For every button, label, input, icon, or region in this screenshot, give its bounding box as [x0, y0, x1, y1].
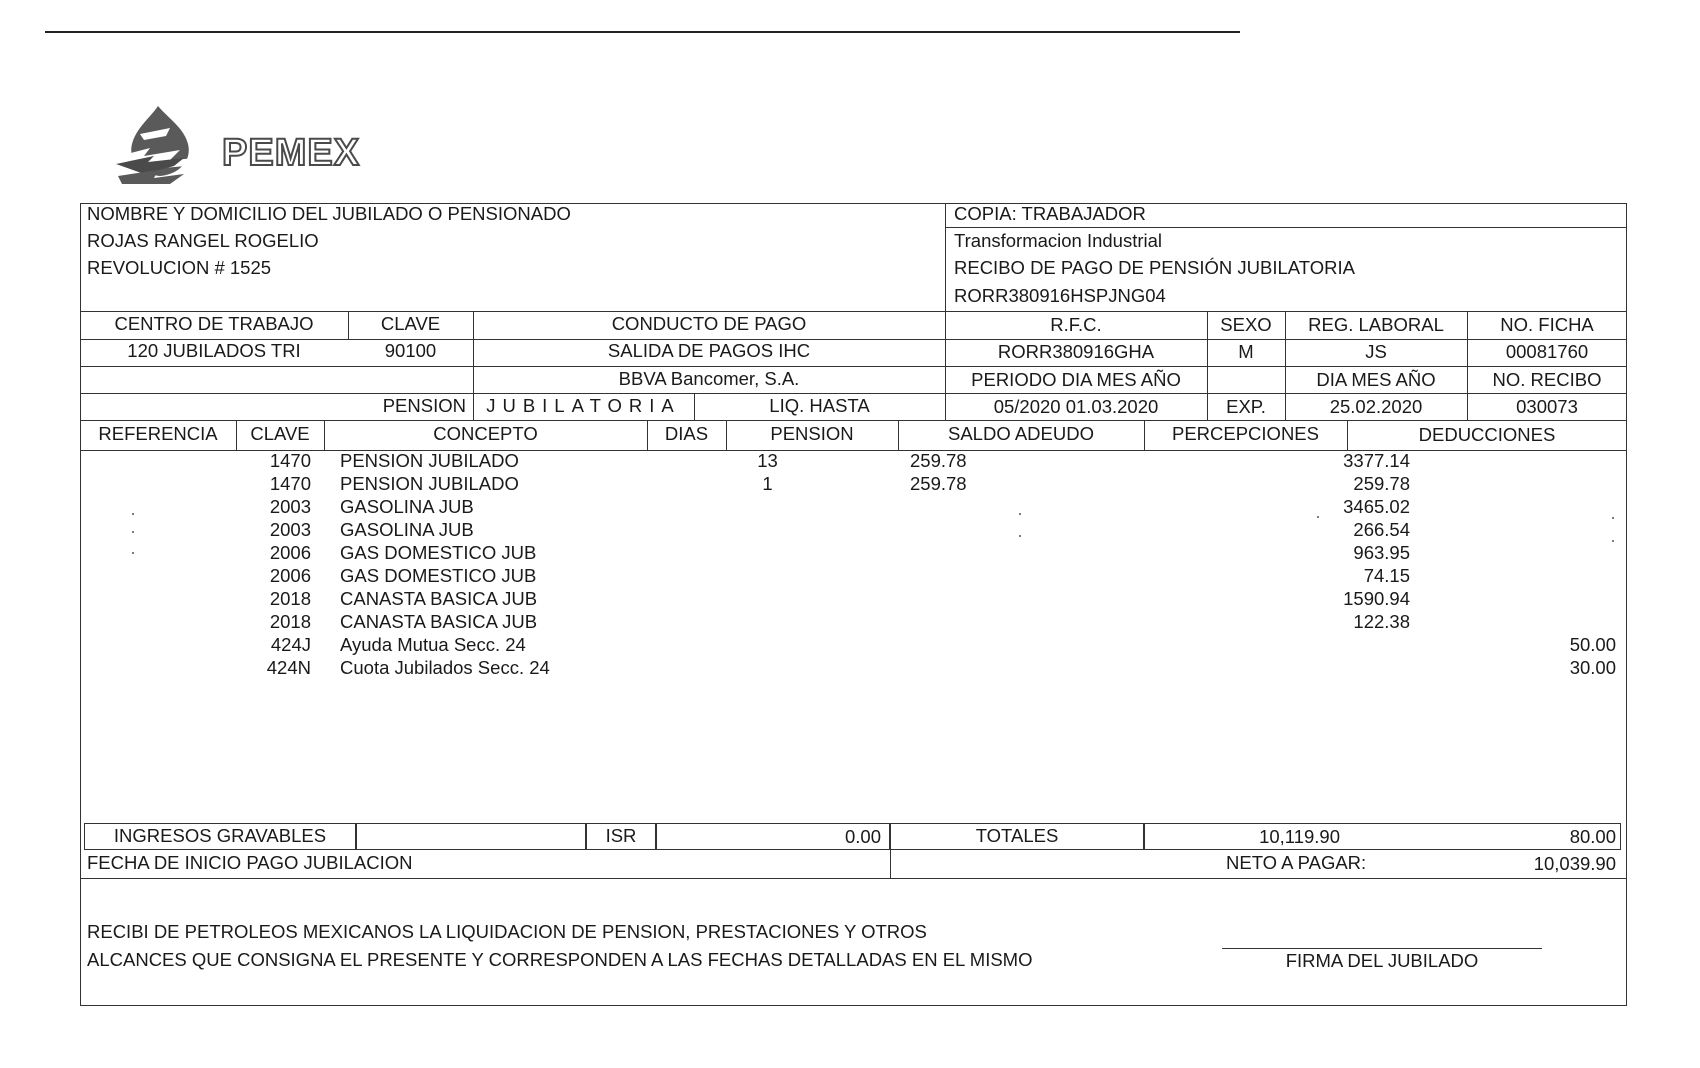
fecha-inicio-label: FECHA DE INICIO PAGO JUBILACION [87, 852, 413, 873]
copy-label: COPIA: TRABAJADOR [954, 203, 1146, 224]
pemex-eagle-icon [110, 104, 210, 188]
row-percepcion: 3377.14 [1343, 450, 1410, 471]
row-percepcion: 3465.02 [1343, 496, 1410, 517]
row-pension: 259.78 [910, 450, 967, 471]
total-deducciones: 80.00 [1569, 826, 1616, 847]
col-concepto: CONCEPTO [433, 423, 538, 444]
recibo-value: 030073 [1516, 396, 1578, 417]
row-percepcion: 963.95 [1353, 542, 1410, 563]
row-clave: 424J [270, 634, 311, 655]
pension-label: PENSION [382, 395, 466, 416]
rfc-label: R.F.C. [1050, 314, 1102, 335]
row-dias: 13 [757, 450, 778, 471]
neto-value: 10,039.90 [1533, 853, 1616, 874]
ingresos-gravables-value-box [356, 823, 586, 850]
row-percepcion: 74.15 [1363, 565, 1410, 586]
row-concepto: GAS DOMESTICO JUB [340, 565, 537, 586]
row-concepto: Cuota Jubilados Secc. 24 [340, 657, 550, 678]
col-clave: CLAVE [250, 423, 310, 444]
isr-label: ISR [605, 825, 637, 846]
sexo-value: M [1238, 341, 1254, 362]
reg-laboral-label: REG. LABORAL [1308, 314, 1444, 335]
exp-label: EXP. [1226, 396, 1266, 417]
isr-value: 0.00 [844, 826, 881, 847]
footer-line-2: ALCANCES QUE CONSIGNA EL PRESENTE Y CORRESPONDEN A LAS FECHAS DETALLADAS EN EL MISMO [87, 949, 1033, 970]
ficha-value: 00081760 [1505, 341, 1589, 362]
row-concepto: CANASTA BASICA JUB [340, 611, 538, 632]
clave-label: CLAVE [380, 313, 441, 334]
rfc-value: RORR380916GHA [997, 341, 1155, 362]
totales-label: TOTALES [975, 825, 1059, 846]
row-percepcion: 266.54 [1353, 519, 1410, 540]
receipt-title: RECIBO DE PAGO DE PENSIÓN JUBILATORIA [954, 257, 1355, 278]
signature-line [1222, 948, 1542, 949]
signature-label: FIRMA DEL JUBILADO [1285, 950, 1479, 971]
col-deducciones: DEDUCCIONES [1418, 424, 1556, 445]
footer-line-1: RECIBI DE PETROLEOS MEXICANOS LA LIQUIDACION DE PENSION, PRESTACIONES Y OTROS [87, 921, 927, 942]
row-concepto: GASOLINA JUB [340, 496, 474, 517]
periodo-value: 05/2020 01.03.2020 [993, 396, 1159, 417]
row-clave: 2006 [269, 565, 311, 586]
reg-laboral-value: JS [1365, 341, 1387, 362]
ficha-label: NO. FICHA [1500, 314, 1594, 335]
top-rule [45, 31, 1240, 33]
recibo-label: NO. RECIBO [1492, 369, 1602, 390]
pension-type: JUBILATORIA [486, 395, 681, 416]
row-concepto: CANASTA BASICA JUB [340, 588, 538, 609]
row-percepcion: 1590.94 [1343, 588, 1410, 609]
conducto-value: SALIDA DE PAGOS IHC [607, 340, 811, 361]
conducto-label: CONDUCTO DE PAGO [611, 313, 807, 334]
row-concepto: Ayuda Mutua Secc. 24 [340, 634, 526, 655]
periodo-label: PERIODO DIA MES AÑO [971, 369, 1181, 390]
pemex-wordmark: PEMEX [222, 132, 361, 174]
centro-value: 120 JUBILADOS TRI [127, 340, 301, 361]
dia-mes-ano-label: DIA MES AÑO [1316, 369, 1436, 390]
pemex-logo [110, 104, 410, 188]
row-clave: 424N [266, 657, 311, 678]
ingresos-gravables-label: INGRESOS GRAVABLES [113, 825, 327, 846]
row-clave: 1470 [269, 450, 311, 471]
row-pension: 259.78 [910, 473, 967, 494]
retiree-address: REVOLUCION # 1525 [87, 257, 272, 278]
row-concepto: GAS DOMESTICO JUB [340, 542, 537, 563]
col-saldo-adeudo: SALDO ADEUDO [948, 423, 1094, 444]
row-clave: 2006 [269, 542, 311, 563]
row-concepto: PENSION JUBILADO [340, 473, 519, 494]
centro-label: CENTRO DE TRABAJO [114, 313, 314, 334]
sexo-label: SEXO [1220, 314, 1272, 335]
col-pension: PENSION [770, 423, 854, 444]
row-deduccion: 30.00 [1569, 657, 1616, 678]
row-percepcion: 259.78 [1353, 473, 1410, 494]
retiree-name: ROJAS RANGEL ROGELIO [87, 230, 319, 251]
row-deduccion: 50.00 [1569, 634, 1616, 655]
row-percepcion: 122.38 [1353, 611, 1410, 632]
curp: RORR380916HSPJNG04 [954, 285, 1166, 306]
total-percepciones: 10,119.90 [1259, 826, 1340, 847]
liq-hasta-label: LIQ. HASTA [769, 395, 870, 416]
name-label: NOMBRE Y DOMICILIO DEL JUBILADO O PENSIONADO [87, 203, 571, 224]
row-clave: 1470 [269, 473, 311, 494]
row-clave: 2018 [269, 588, 311, 609]
col-referencia: REFERENCIA [98, 423, 218, 444]
company-name: Transformacion Industrial [954, 230, 1163, 251]
exp-date: 25.02.2020 [1329, 396, 1423, 417]
bank-name: BBVA Bancomer, S.A. [618, 368, 800, 389]
row-clave: 2018 [269, 611, 311, 632]
row-concepto: GASOLINA JUB [340, 519, 474, 540]
col-dias: DIAS [664, 423, 709, 444]
row-dias: 1 [762, 473, 773, 494]
col-percepciones: PERCEPCIONES [1171, 423, 1319, 444]
clave-value: 90100 [384, 340, 437, 361]
row-clave: 2003 [269, 519, 311, 540]
row-clave: 2003 [269, 496, 311, 517]
row-concepto: PENSION JUBILADO [340, 450, 519, 471]
neto-label: NETO A PAGAR: [1226, 852, 1367, 873]
